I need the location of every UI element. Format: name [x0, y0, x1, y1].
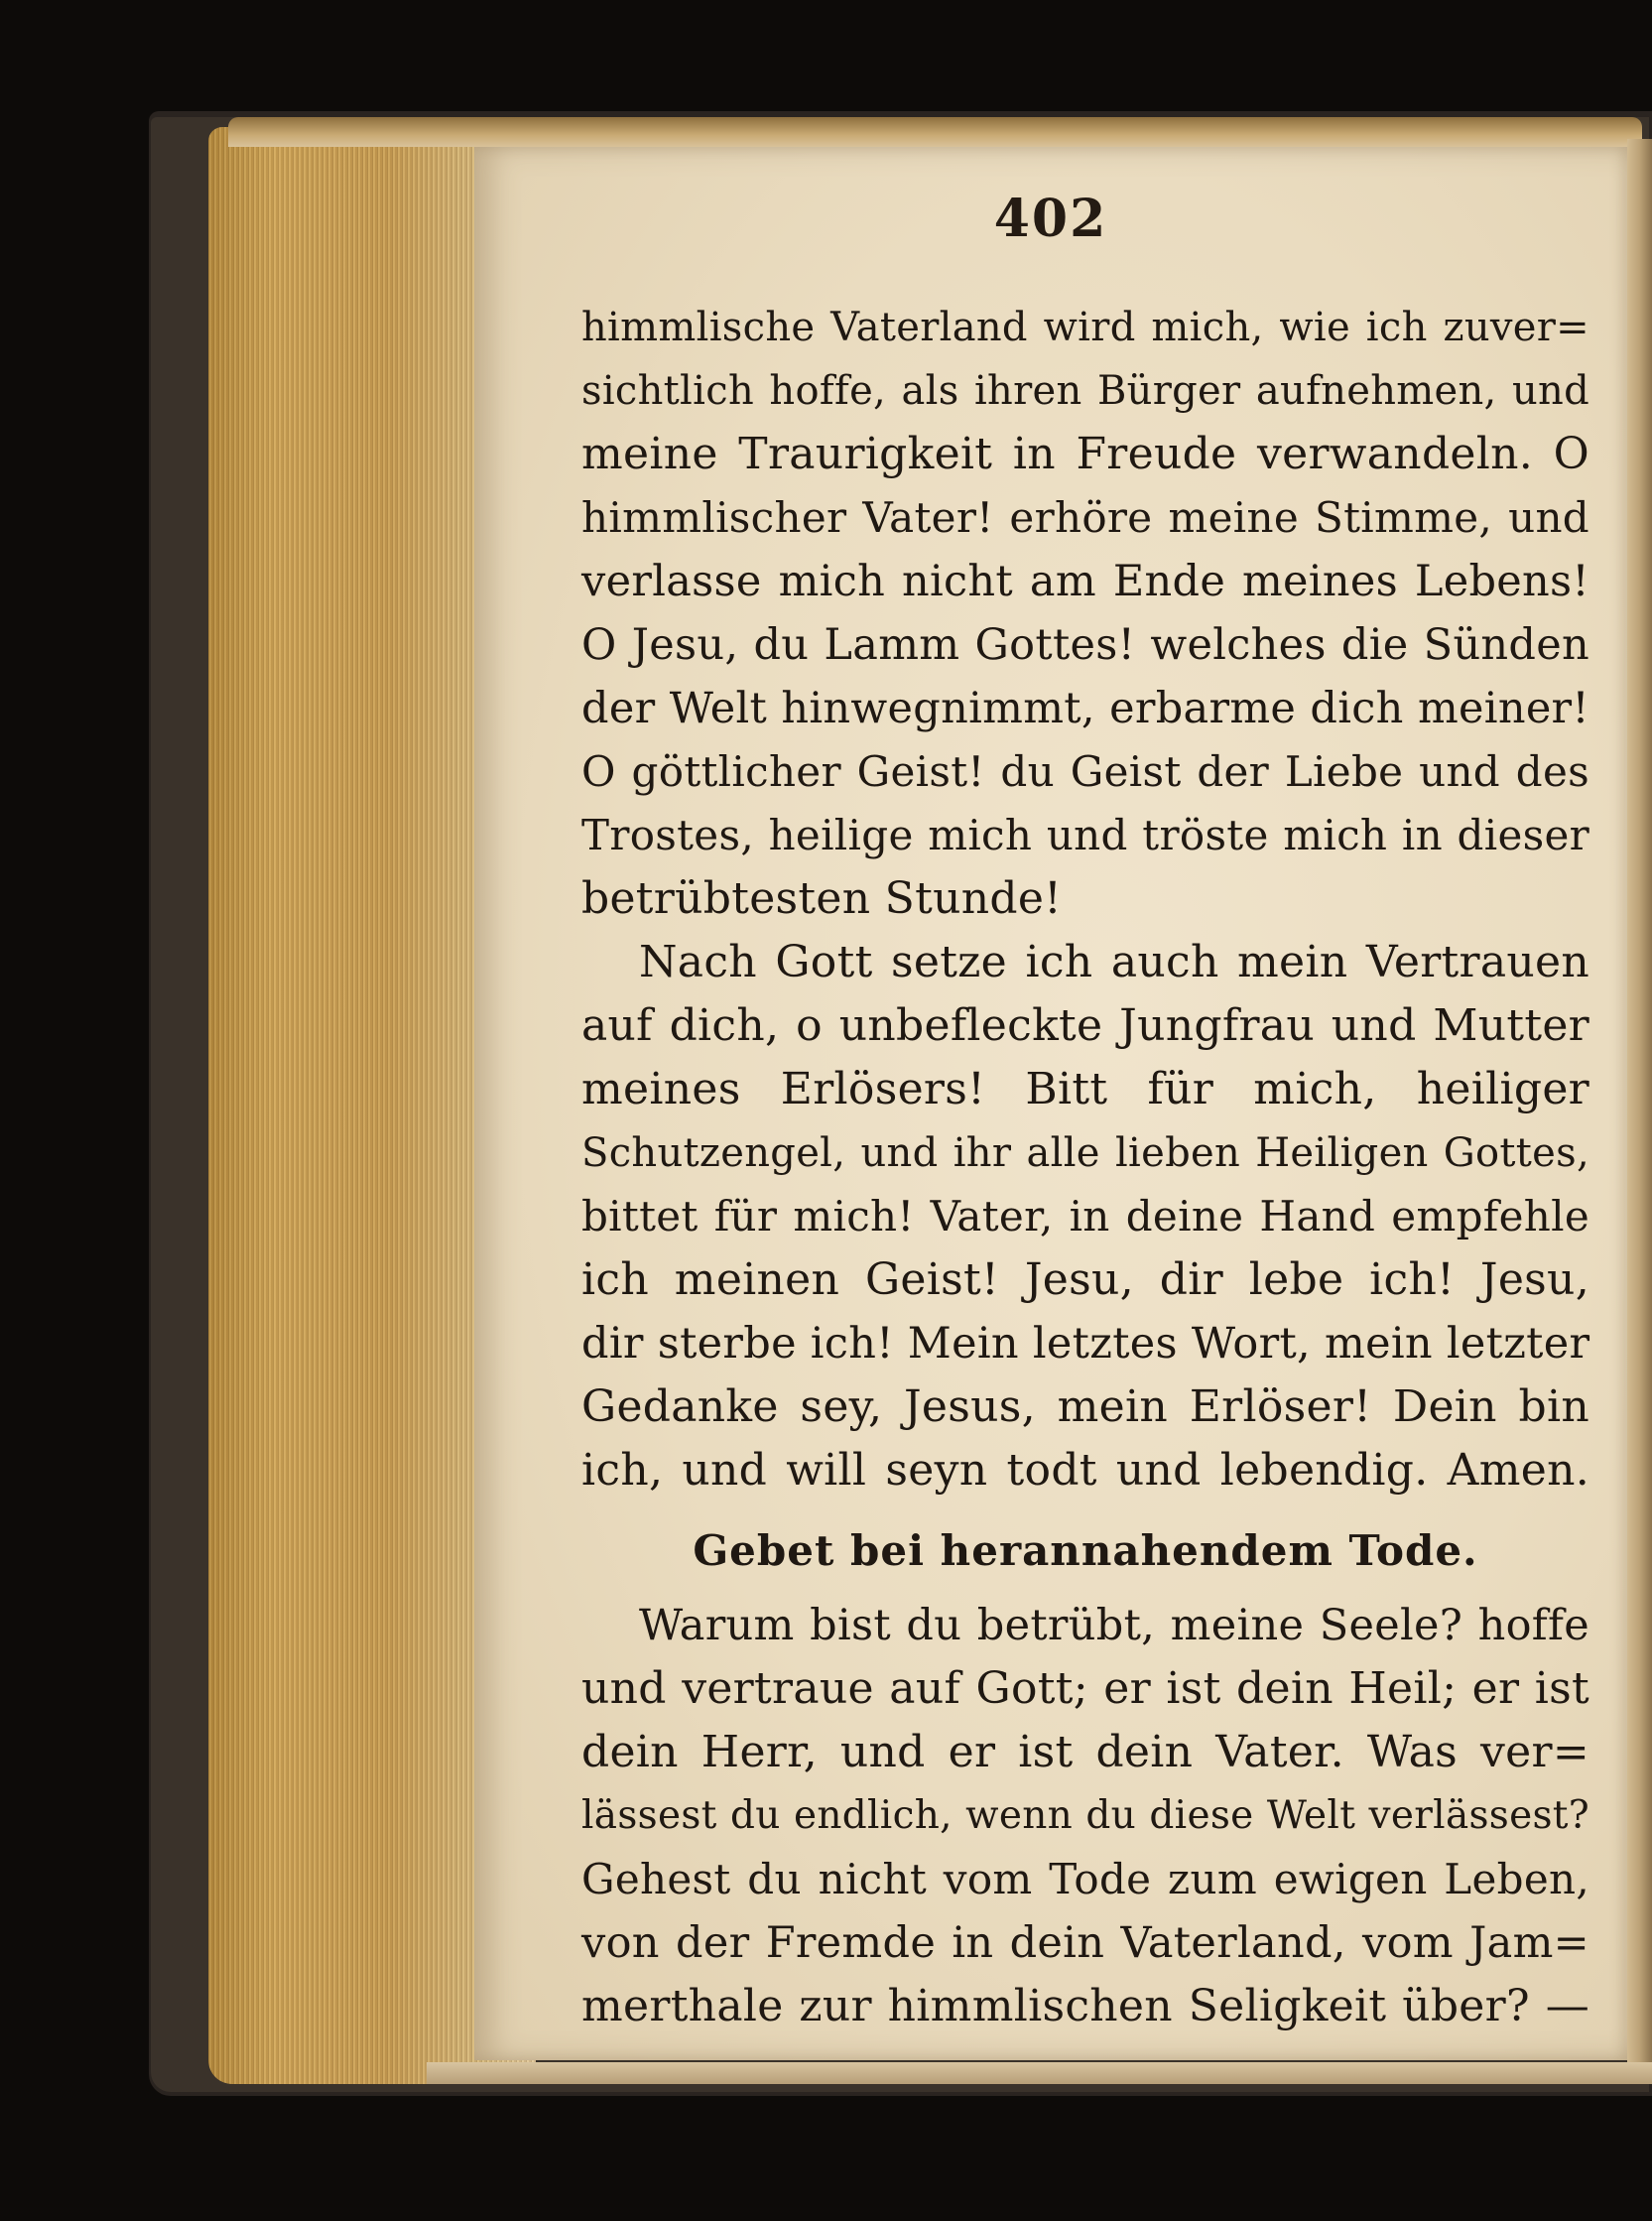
text-line: merthale zur himmlischen Seligkeit über? —: [581, 1981, 1589, 2031]
text-line: der Welt hinwegnimmt, erbarme dich meiner!: [581, 684, 1589, 733]
text-line: auf dich, o unbefleckte Jungfrau und Mutter: [581, 1000, 1589, 1051]
text-line: Trostes, heilige mich und tröste mich in dieser: [581, 811, 1589, 859]
printed-page: [474, 147, 1627, 2060]
page-edges-top: [228, 117, 1642, 147]
text-line: von der Fremde in dein Vaterland, vom Jam=: [581, 1918, 1589, 1968]
paragraph-1: [581, 296, 1589, 931]
text-line: O göttlicher Geist! du Geist der Liebe und des: [581, 747, 1589, 796]
page-number: 402: [993, 189, 1108, 249]
paragraph-3: [581, 1594, 1589, 2038]
text-line: himmlischer Vater! erhöre meine Stimme, und: [581, 493, 1589, 542]
text-line: lässest du endlich, wenn du diese Welt verlässest?: [581, 1793, 1589, 1838]
text-line: betrübtesten Stunde!: [581, 873, 1063, 924]
text-line: dir sterbe ich! Mein letztes Wort, mein letzter: [581, 1319, 1590, 1369]
page-stack-right: [1627, 139, 1652, 2084]
text-line: Nach Gott setze ich auch mein Vertrauen: [639, 937, 1589, 987]
text-line: bittet für mich! Vater, in deine Hand empfehle: [581, 1192, 1589, 1241]
text-line: O Jesu, du Lamm Gottes! welches die Sünden: [581, 620, 1589, 670]
text-line: dein Herr, und er ist dein Vater. Was ver=: [581, 1727, 1589, 1777]
text-line: Schutzengel, und ihr alle lieben Heiligen Gottes,: [581, 1130, 1589, 1176]
text-line: ich, und will seyn todt und lebendig. Amen.: [581, 1445, 1589, 1496]
text-line: verlasse mich nicht am Ende meines Lebens!: [581, 557, 1589, 606]
text-line: Gedanke sey, Jesus, mein Erlöser! Dein bin: [581, 1381, 1589, 1432]
text-line: himmlische Vaterland wird mich, wie ich zuver=: [581, 305, 1589, 350]
text-line: und vertraue auf Gott; er ist dein Heil; er ist: [581, 1663, 1589, 1714]
page-stack-bottom: [427, 2062, 1652, 2084]
section-heading: Gebet bei herannahendem Tode.: [693, 1526, 1478, 1575]
paragraph-2: [581, 931, 1589, 1502]
text-line: ich meinen Geist! Jesu, dir lebe ich! Jesu,: [581, 1254, 1589, 1305]
text-line: sichtlich hoffe, als ihren Bürger aufnehmen, und: [581, 368, 1589, 414]
text-line: meine Traurigkeit in Freude verwandeln. O: [581, 429, 1589, 479]
page-text: [581, 296, 1589, 2038]
text-line: Gehest du nicht vom Tode zum ewigen Leben,: [581, 1855, 1589, 1903]
text-line: Warum bist du betrübt, meine Seele? hoffe: [639, 1601, 1589, 1650]
text-line: meines Erlösers! Bitt für mich, heiliger: [581, 1064, 1589, 1114]
